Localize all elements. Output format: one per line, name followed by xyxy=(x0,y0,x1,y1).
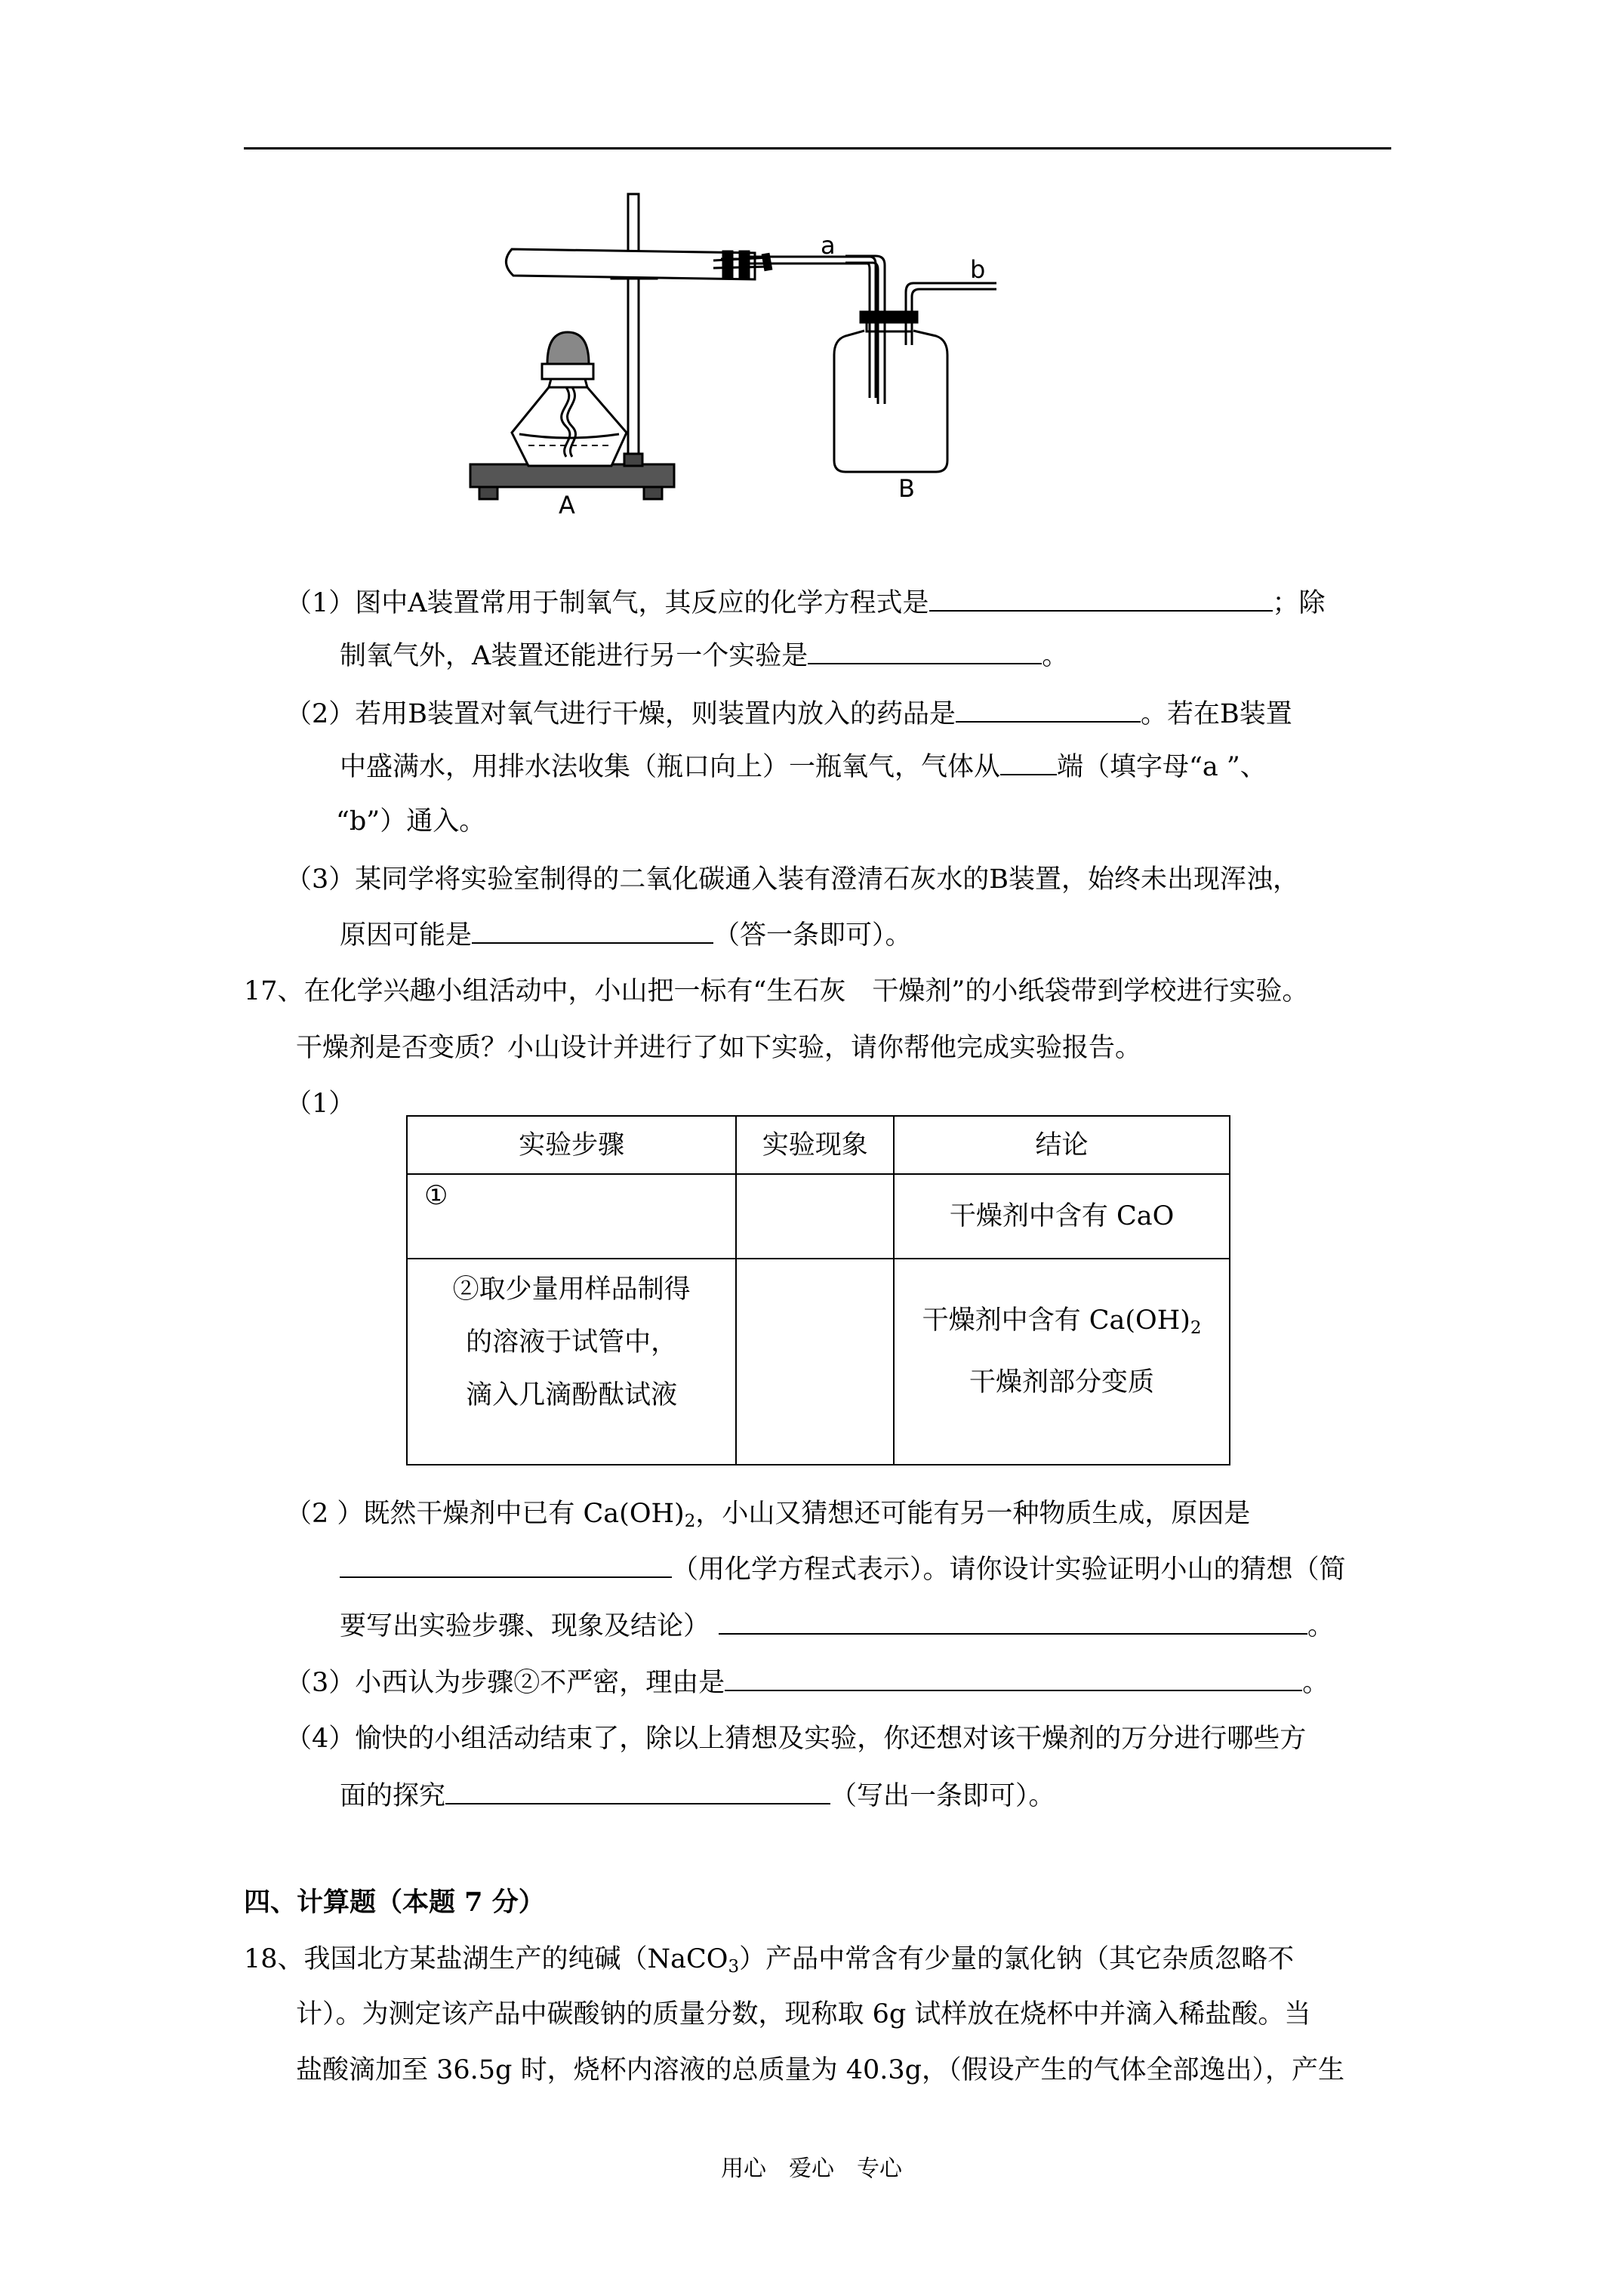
q16-p3-line2: 原因可能是 （答一条即可）。 xyxy=(340,920,912,951)
label-apparatus-a: A xyxy=(559,491,575,519)
apparatus-a xyxy=(470,194,771,499)
answer-blank[interactable] xyxy=(340,1554,672,1578)
q18-line2: 计）。为测定该产品中碳酸钠的质量分数，现称取 6g 试样放在烧杯中并滴入稀盐酸。当 xyxy=(296,1999,1311,2029)
q17-p4-line2: 面的探究 （写出一条即可）。 xyxy=(340,1781,1055,1811)
row1-conclusion: 干燥剂中含有 CaO xyxy=(894,1174,1230,1259)
header-conclusion: 结论 xyxy=(894,1116,1230,1174)
page-footer: 用心 爱心 专心 xyxy=(721,2156,902,2182)
answer-blank[interactable] xyxy=(719,1610,1307,1635)
answer-blank[interactable] xyxy=(725,1667,1302,1691)
q18-line1: 18、我国北方某盐湖生产的纯碱（NaCO$_3$）产品中常含有少量的氯化钠（其它杂质忽略不 xyxy=(244,1944,1295,1977)
answer-blank[interactable] xyxy=(956,698,1141,723)
label-a: a xyxy=(821,231,836,260)
header-phenomenon: 实验现象 xyxy=(736,1116,894,1174)
row2-phenomenon[interactable] xyxy=(736,1259,894,1465)
row2-conclusion: 干燥剂中含有 $Ca(OH)_2$ 干燥剂部分变质 xyxy=(894,1259,1230,1465)
q17-p1-label: （1） xyxy=(285,1089,356,1119)
answer-blank[interactable] xyxy=(929,587,1273,612)
q16-p2-line2: 中盛满水，用排水法收集（瓶口向上）一瓶氧气，气体从 端（填字母“a ”、 xyxy=(340,752,1267,782)
q17-p2-line1: （2 ）既然干燥剂中已有 $Ca(OH)_2$，小山又猜想还可能有另一种物质生成，原因是 xyxy=(285,1499,1251,1531)
q16-p1-line2: 制氧气外，A装置还能进行另一个实验是 。 xyxy=(340,641,1069,671)
q17-p3-line1: （3）小西认为步骤②不严密，理由是 。 xyxy=(285,1668,1329,1698)
row1-step[interactable]: ① xyxy=(407,1174,736,1259)
answer-blank[interactable] xyxy=(808,640,1042,664)
label-b-small: b xyxy=(970,255,986,284)
q17-p2-line2: （用化学方程式表示）。请你设计实验证明小山的猜想（简 xyxy=(340,1554,1346,1585)
tube-a-drawing xyxy=(845,253,936,419)
answer-blank[interactable] xyxy=(472,920,713,944)
table-row xyxy=(407,1259,1230,1465)
q17-line2: 干燥剂是否变质？小山设计并进行了如下实验，请你帮他完成实验报告。 xyxy=(296,1033,1142,1063)
header-rule xyxy=(244,147,1391,149)
q16-p2-line3: “b”）通入。 xyxy=(336,806,486,837)
q16-p2-line1: （2）若用B装置对氧气进行干燥，则装置内放入的药品是 。若在B装置 xyxy=(285,699,1292,729)
answer-blank[interactable] xyxy=(1000,751,1057,775)
table-header-row xyxy=(407,1116,1230,1174)
answer-blank[interactable] xyxy=(445,1780,830,1804)
q17-p4-line1: （4）愉快的小组活动结束了，除以上猜想及实验，你还想对该干燥剂的万分进行哪些方 xyxy=(285,1724,1307,1754)
experiment-report-table xyxy=(406,1115,1230,1465)
table-row xyxy=(407,1174,1230,1259)
row2-step: ②取少量用样品制得 的溶液于试管中， 滴入几滴酚酞试液 xyxy=(407,1259,736,1465)
q18-line3: 盐酸滴加至 36.5g 时，烧杯内溶液的总质量为 40.3g，（假设产生的气体全部逸出），产生 xyxy=(296,2055,1345,2085)
q16-p1-line1: （1）图中A装置常用于制氧气，其反应的化学方程式是 ；除 xyxy=(285,588,1326,618)
q17-p2-line3: 要写出实验步骤、现象及结论） 。 xyxy=(340,1611,1335,1641)
row1-phenomenon[interactable] xyxy=(736,1174,894,1259)
label-apparatus-b: B xyxy=(898,474,915,503)
section-4-title: 四、计算题（本题 7 分） xyxy=(244,1887,545,1918)
header-step: 实验步骤 xyxy=(407,1116,736,1174)
q17-line1: 17、在化学兴趣小组活动中，小山把一标有“生石灰 干燥剂”的小纸袋带到学校进行实验。 xyxy=(244,976,1309,1006)
q16-p3-line1: （3）某同学将实验室制得的二氧化碳通入装有澄清石灰水的B装置，始终未出现浑浊， xyxy=(285,864,1299,895)
